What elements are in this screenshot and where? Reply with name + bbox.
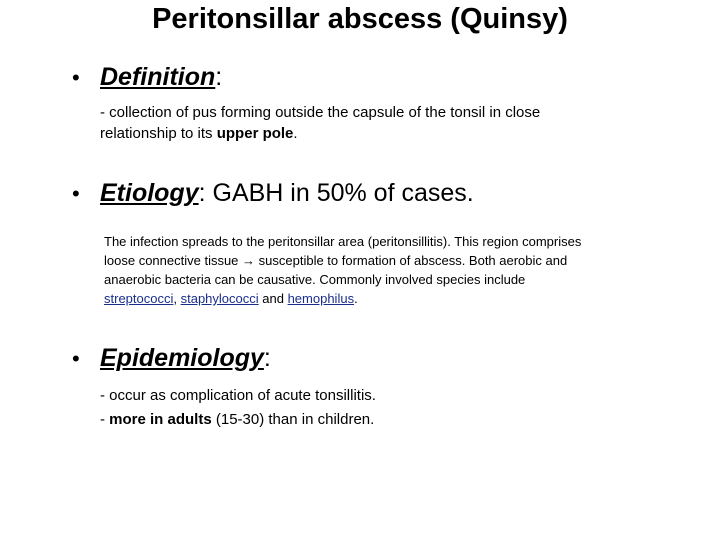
epidemiology-heading bbox=[72, 343, 271, 374]
definition-text-part: - collection of pus forming outside the capsule of the tonsil in close relationship to its bbox=[100, 104, 541, 142]
separator: and bbox=[258, 291, 288, 306]
epidemiology-term: Epidemiology bbox=[100, 344, 264, 372]
arrow-right-icon: → bbox=[242, 253, 256, 268]
etiology-text-part: susceptible to formation of abscess. Both aerobic and anaerobic bacteria can be causative. Commonly involved species include bbox=[104, 253, 568, 287]
definition-text bbox=[100, 102, 600, 144]
definition-period: . bbox=[293, 125, 298, 142]
link-streptococci[interactable]: streptococci bbox=[104, 291, 174, 306]
definition-heading bbox=[72, 62, 222, 93]
epidemiology-line-1: - occur as complication of acute tonsillitis. bbox=[100, 387, 376, 404]
bullet-icon: • bbox=[72, 65, 80, 90]
link-staphylococci[interactable]: staphylococci bbox=[180, 291, 259, 306]
definition-upper-pole: upper pole bbox=[216, 125, 294, 142]
epidemiology-colon: : bbox=[263, 344, 271, 372]
epidemiology-line-2 bbox=[100, 409, 600, 430]
separator: , bbox=[173, 291, 181, 306]
bullet-icon: • bbox=[72, 181, 80, 206]
definition-colon: : bbox=[215, 63, 223, 91]
etiology-term: Etiology bbox=[100, 179, 199, 207]
page-title: Peritonsillar abscess (Quinsy) bbox=[152, 3, 568, 35]
etiology-period: . bbox=[354, 291, 358, 306]
epidemiology-adults: more in adults bbox=[109, 411, 212, 428]
epidemiology-line-2-rest: (15-30) than in children. bbox=[211, 411, 375, 428]
etiology-summary: : GABH in 50% of cases. bbox=[198, 179, 474, 207]
bullet-icon: • bbox=[72, 346, 80, 371]
epidemiology-dash: - bbox=[100, 411, 110, 428]
definition-term: Definition bbox=[100, 63, 216, 91]
etiology-text-part: The infection spreads to the peritonsillar area (peritonsillitis). This region comprises loose connective tissue bbox=[104, 234, 582, 268]
etiology-text bbox=[104, 232, 594, 308]
etiology-heading bbox=[72, 178, 474, 209]
link-hemophilus[interactable]: hemophilus bbox=[287, 291, 355, 306]
